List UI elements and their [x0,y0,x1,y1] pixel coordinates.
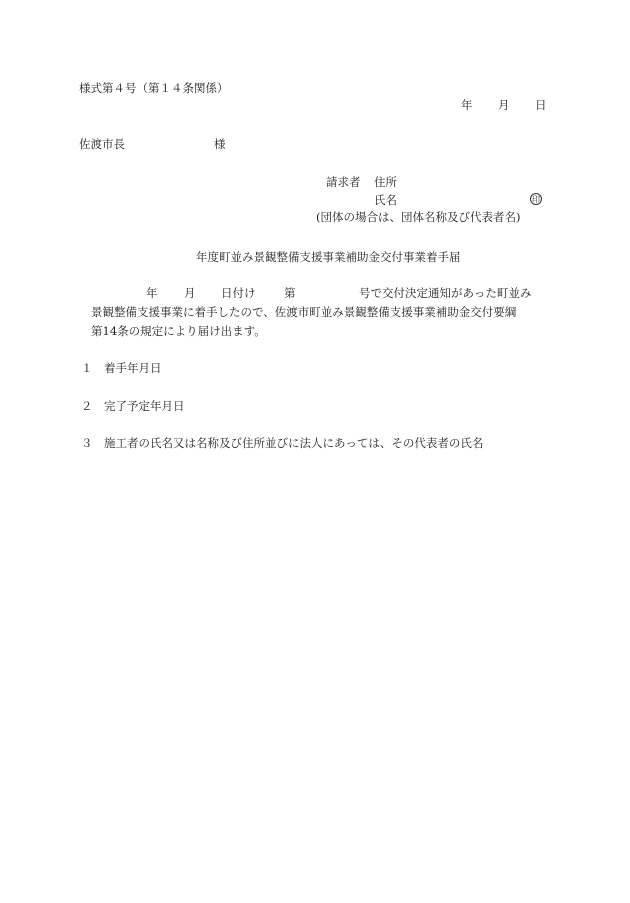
body-line2: 景観整備支援事業に着手したので、佐渡市町並み景観整備支援事業補助金交付要綱 [91,305,517,319]
item-2-number: ２ [81,399,93,413]
item-1-number: １ [81,361,93,375]
body-day-dated: 日付け [221,286,256,300]
item-3-label: 施工者の氏名又は名称及び住所並びに法人にあっては、その代表者の氏名 [104,436,484,450]
seal-mark: 印 [532,195,540,204]
body-month: 月 [184,286,196,300]
applicant-note: (団体の場合は、団体名称及び代表者名) [316,210,521,224]
body-line1-end: 号で交付決定通知があった町並み [359,286,532,300]
applicant-name-label: 氏名 [374,193,397,207]
form-number: 様式第４号（第１４条関係） [79,81,229,95]
document-title: 年度町並み景観整備支援事業補助金交付事業着手届 [196,250,461,264]
date-month-label: 月 [498,98,510,112]
item-1-label: 着手年月日 [104,361,162,375]
applicant-label: 請求者 [326,175,361,189]
body-year: 年 [146,286,158,300]
addressee-honorific: 様 [214,137,226,151]
date-year-label: 年 [461,98,473,112]
item-3-number: ３ [81,436,93,450]
addressee-name: 佐渡市長 [79,137,125,151]
applicant-address-label: 住所 [374,175,397,189]
body-dai: 第 [284,286,296,300]
item-2-label: 完了予定年月日 [104,399,185,413]
date-day-label: 日 [535,98,547,112]
body-line3: 第14条の規定により届け出ます。 [91,324,266,338]
